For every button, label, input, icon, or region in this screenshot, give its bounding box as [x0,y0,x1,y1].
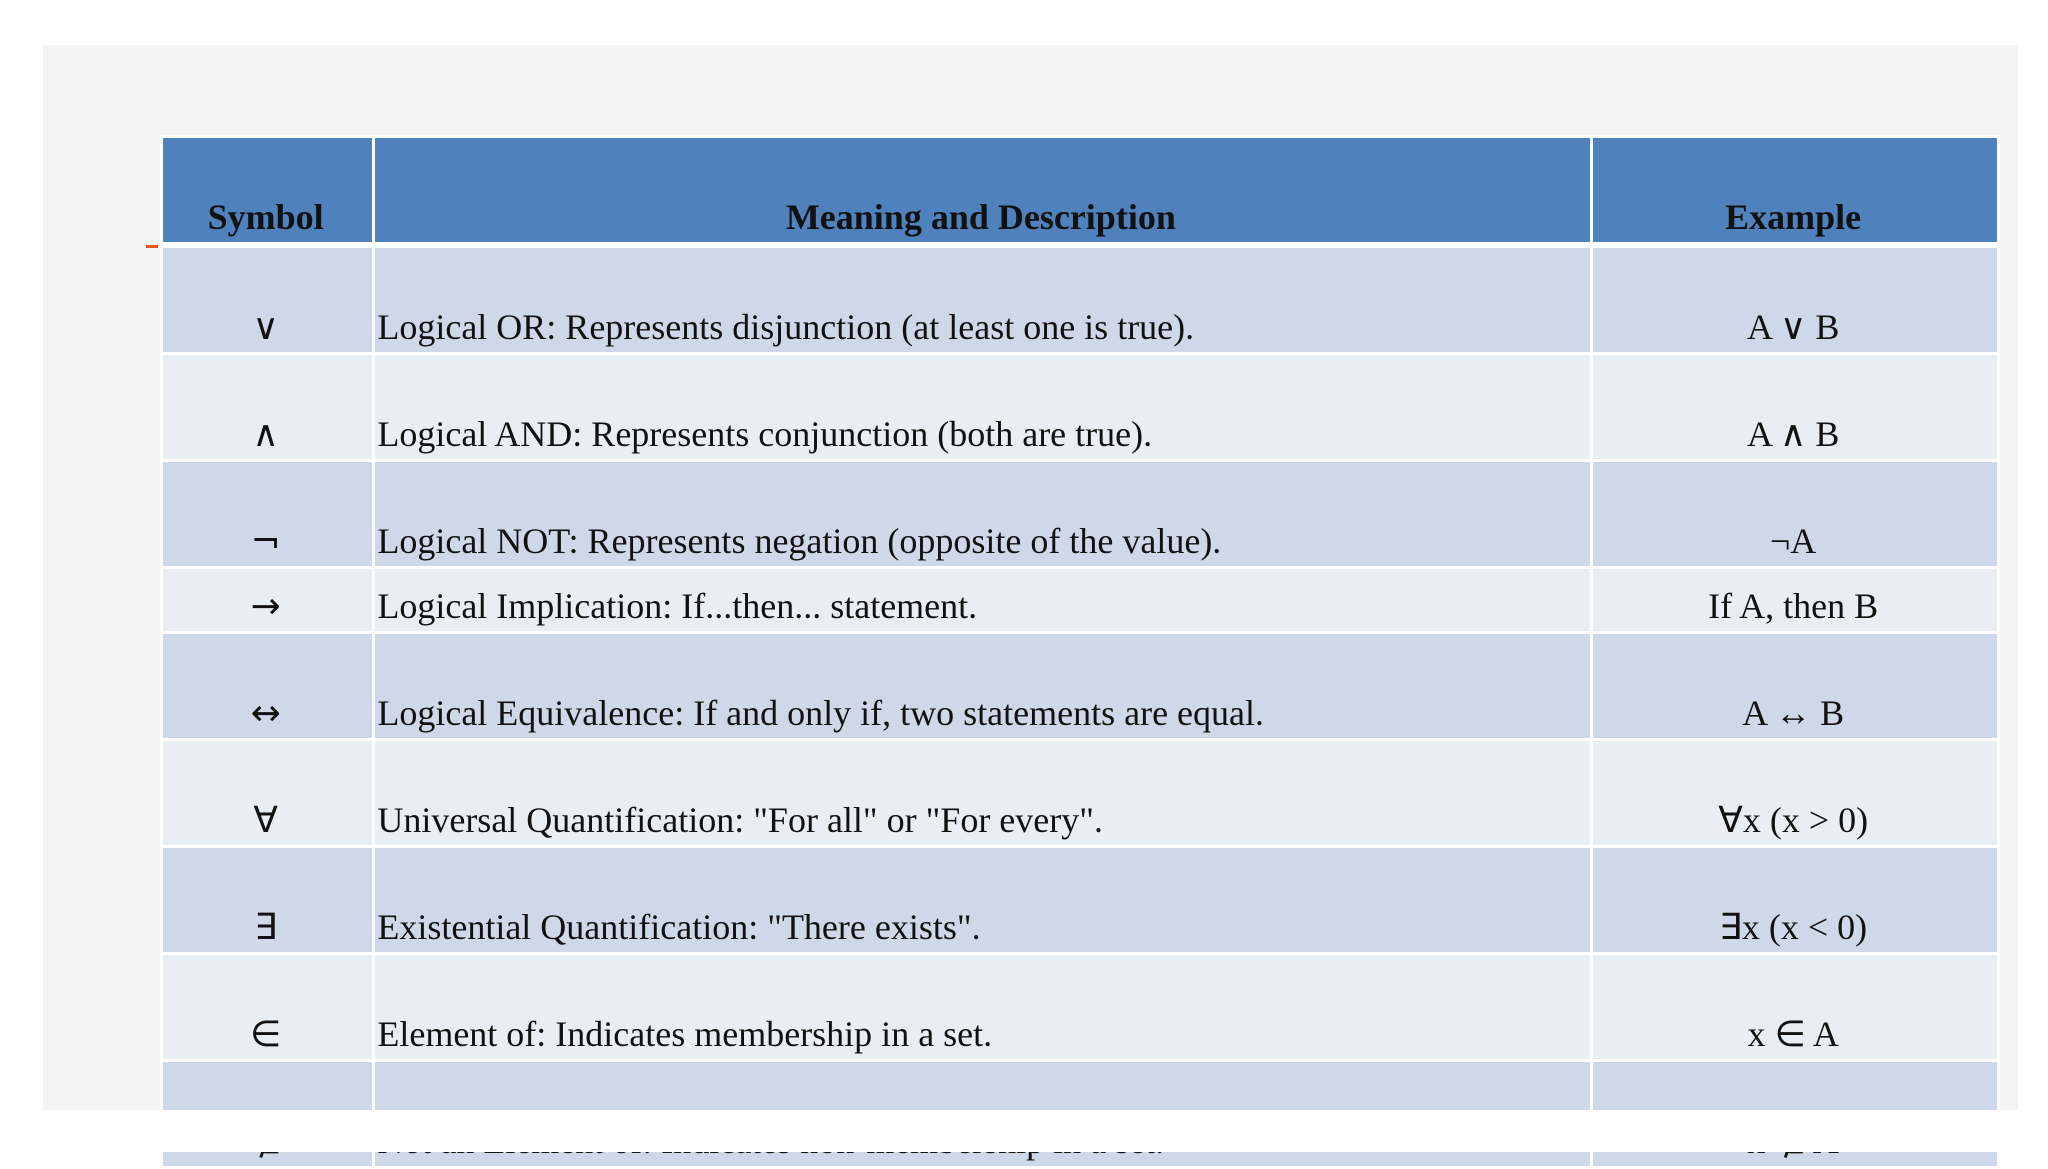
logic-symbols-table [160,135,2000,1169]
meaning-cell: Logical Implication: If...then... statement. [374,568,1592,633]
slide-canvas [43,45,2018,1113]
symbol-cell: ∈ [162,954,374,1061]
symbol-cell: → [162,568,374,633]
header-meaning: Meaning and Description [374,137,1592,246]
example-cell: If A, then B [1592,568,1999,633]
table-row [162,847,1999,954]
table-row [162,354,1999,461]
accent-mark [146,245,158,248]
example-cell: A ∧ B [1592,354,1999,461]
symbol-cell: ∧ [162,354,374,461]
meaning-cell: Logical OR: Represents disjunction (at least one is true). [374,245,1592,354]
meaning-cell: Logical NOT: Represents negation (opposite of the value). [374,461,1592,568]
example-cell: A ↔ B [1592,633,1999,740]
symbol-cell: ¬ [162,461,374,568]
symbol-cell: ∃ [162,847,374,954]
meaning-cell: Universal Quantification: "For all" or "For every". [374,740,1592,847]
symbol-cell: ↔ [162,633,374,740]
header-symbol: Symbol [162,137,374,246]
table-row [162,954,1999,1061]
symbol-cell: ∨ [162,245,374,354]
table-row [162,461,1999,568]
table-header-row [162,137,1999,246]
meaning-cell: Element of: Indicates membership in a set. [374,954,1592,1061]
table-row [162,633,1999,740]
example-cell: ¬A [1592,461,1999,568]
example-cell: A ∨ B [1592,245,1999,354]
meaning-cell: Logical Equivalence: If and only if, two statements are equal. [374,633,1592,740]
slide-bottom-margin [43,1110,2018,1152]
example-cell: x ∈ A [1592,954,1999,1061]
table-row [162,568,1999,633]
meaning-cell: Existential Quantification: "There exists". [374,847,1592,954]
meaning-cell: Logical AND: Represents conjunction (both are true). [374,354,1592,461]
example-cell: ∃x (x < 0) [1592,847,1999,954]
table-row [162,740,1999,847]
header-example: Example [1592,137,1999,246]
symbol-cell: ∀ [162,740,374,847]
example-cell: ∀x (x > 0) [1592,740,1999,847]
table-row [162,245,1999,354]
